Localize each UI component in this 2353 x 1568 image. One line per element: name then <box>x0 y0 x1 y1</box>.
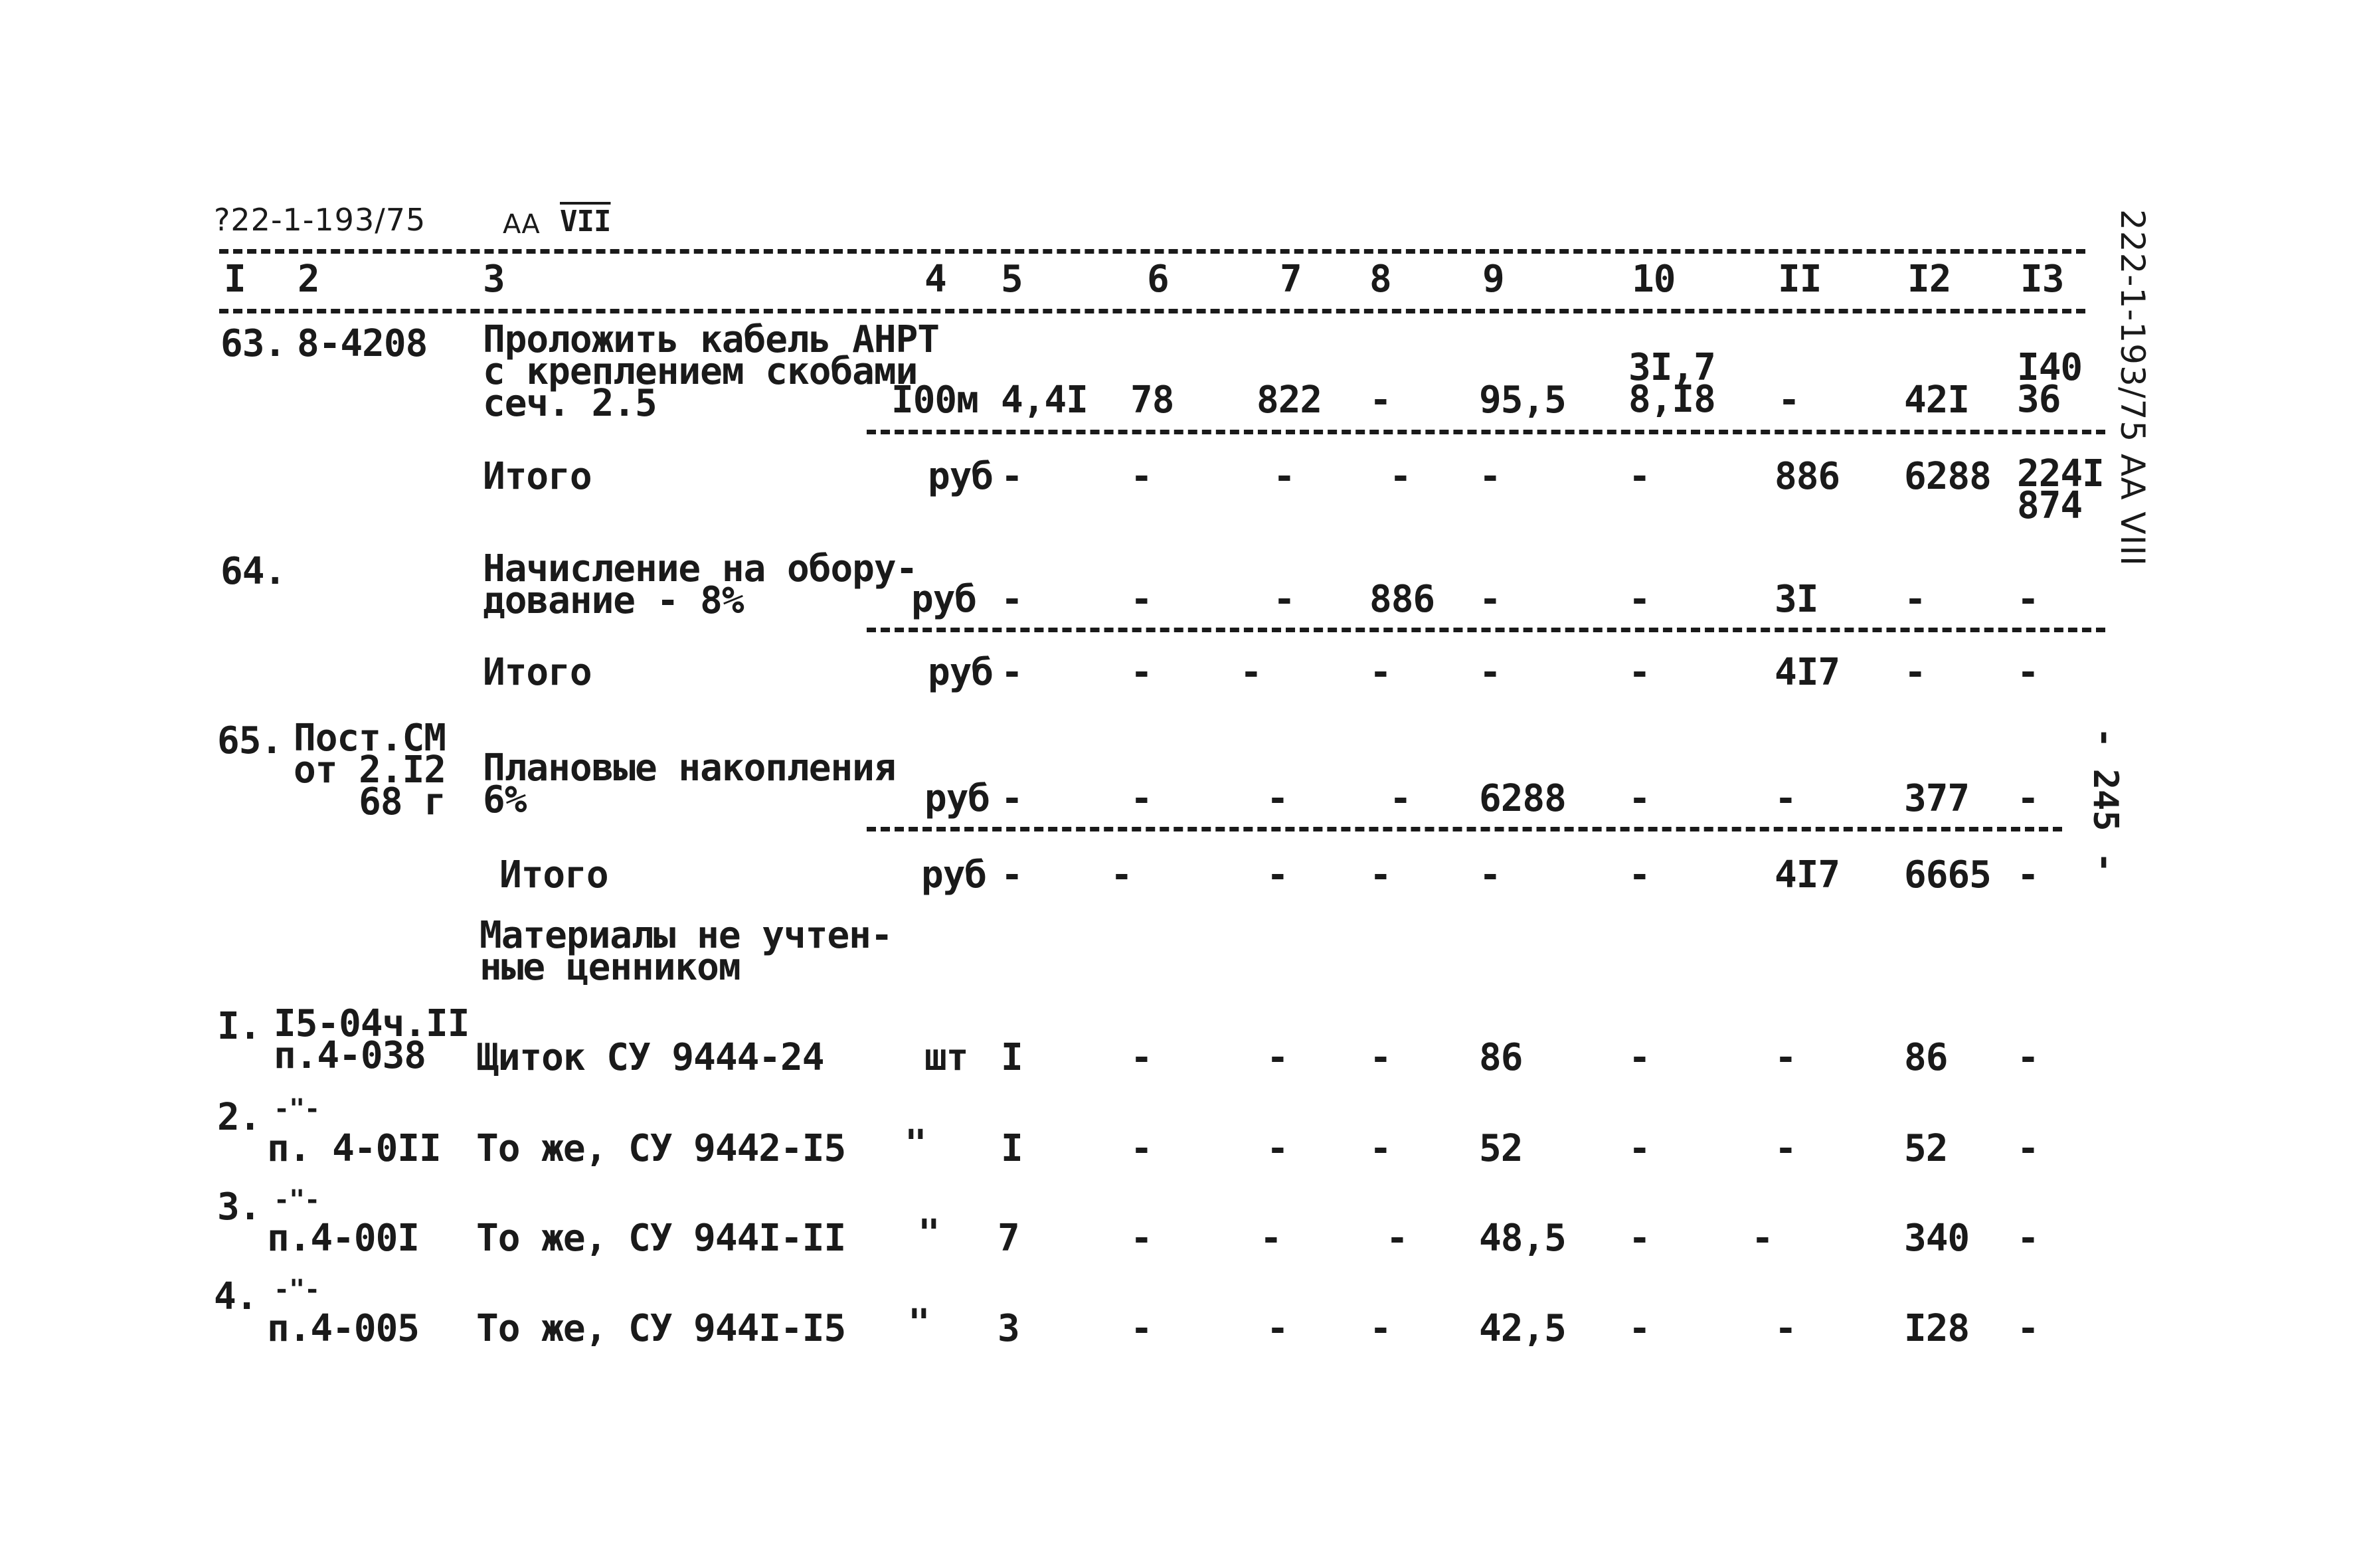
sheet-number: $\overline{VII}$ <box>560 205 611 238</box>
ditto-mark: -"- <box>274 1185 320 1215</box>
cell-5: - <box>1001 853 1023 897</box>
row-number: 65. <box>217 719 283 762</box>
header-rule-top <box>219 249 2085 254</box>
cell-13: - <box>2017 853 2039 897</box>
cell-7: - <box>1273 455 1295 498</box>
cell-6: 78 <box>1130 379 1174 422</box>
cell-12: - <box>1904 578 1926 621</box>
cell-10: - <box>1628 1036 1650 1079</box>
cell-13: - <box>2017 1307 2039 1350</box>
price-ref: I5-04ч.II п.4-038 <box>274 1002 470 1078</box>
unit: " <box>918 1212 940 1255</box>
ditto-mark: -"- <box>274 1094 320 1124</box>
cell-7: - <box>1240 651 1262 694</box>
row-number: 2. <box>217 1096 261 1139</box>
cell-7: - <box>1260 1217 1282 1260</box>
row-number: 63. <box>220 322 286 365</box>
cell-10: - <box>1628 1127 1650 1170</box>
col-1: I <box>224 258 246 301</box>
row-number: 4. <box>214 1275 258 1318</box>
cell-11: 3I <box>1775 578 1818 621</box>
cell-10: - <box>1628 853 1650 897</box>
row-number: 3. <box>217 1185 261 1229</box>
cell-13: I40 36 <box>2017 346 2083 422</box>
cell-9: 48,5 <box>1479 1217 1566 1260</box>
subtotal-rule <box>867 628 2105 632</box>
page-number: - 245 - <box>2085 727 2125 873</box>
unit: руб <box>911 578 977 621</box>
cell-12: 340 <box>1904 1217 1970 1260</box>
cell-13: - <box>2017 1127 2039 1170</box>
cell-8: - <box>1389 777 1411 820</box>
price-ref: п. 4-0II <box>267 1127 441 1170</box>
work-description: То же, СУ 944I-II <box>476 1217 846 1260</box>
cell-13: - <box>2017 1217 2039 1260</box>
cell-10: - <box>1628 455 1650 498</box>
cell-6: - <box>1130 777 1152 820</box>
cell-5: - <box>1001 777 1023 820</box>
row-number: I. <box>217 1005 261 1048</box>
cell-10: - <box>1628 578 1650 621</box>
col-10: 10 <box>1632 258 1676 301</box>
cell-5: - <box>1001 455 1023 498</box>
cell-11: - <box>1775 1127 1796 1170</box>
col-2: 2 <box>298 258 319 301</box>
unit: руб <box>921 853 987 897</box>
unit: руб <box>928 651 994 694</box>
cell-12: I28 <box>1904 1307 1970 1350</box>
work-description: Щиток СУ 9444-24 <box>476 1036 824 1079</box>
subtotal-rule <box>867 430 2105 434</box>
margin-doc-code: 222-1-193/75 АА VIII <box>2113 209 2152 566</box>
col-9: 9 <box>1482 258 1504 301</box>
total-label: Итого <box>483 651 592 694</box>
cell-6: - <box>1130 1127 1152 1170</box>
unit: " <box>905 1122 926 1166</box>
cell-7: - <box>1266 1127 1288 1170</box>
cell-5: 4,4I <box>1001 379 1088 422</box>
col-5: 5 <box>1001 258 1023 301</box>
cell-11: - <box>1775 777 1796 820</box>
cell-11: - <box>1775 1307 1796 1350</box>
cell-7: - <box>1266 1036 1288 1079</box>
col-3: 3 <box>483 258 505 301</box>
cell-10: - <box>1628 1307 1650 1350</box>
price-ref: 8-4208 <box>297 322 428 365</box>
row-number: 64. <box>220 550 286 593</box>
cell-8: - <box>1386 1217 1408 1260</box>
work-description: Плановые накопления 6% <box>483 746 896 822</box>
cell-10: - <box>1628 651 1650 694</box>
cell-12: 86 <box>1904 1036 1948 1079</box>
cell-10: - <box>1628 1217 1650 1260</box>
cell-10: - <box>1628 777 1650 820</box>
cell-9: 86 <box>1479 1036 1523 1079</box>
cell-5: I <box>1001 1127 1023 1170</box>
cell-6: - <box>1130 455 1152 498</box>
cell-11: 886 <box>1775 455 1840 498</box>
total-label: Итого <box>483 455 592 498</box>
cell-11: - <box>1775 1036 1796 1079</box>
cell-9: 42,5 <box>1479 1307 1566 1350</box>
total-label: Итого <box>499 853 608 897</box>
cell-12: - <box>1904 651 1926 694</box>
doc-code: ?22-1-193/75 <box>214 202 426 238</box>
cell-13: - <box>2017 651 2039 694</box>
sheet-abbr: АА <box>503 209 541 240</box>
header-rule-bottom <box>219 309 2085 313</box>
cell-6: - <box>1130 1036 1152 1079</box>
cell-13: - <box>2017 578 2039 621</box>
cell-8: - <box>1369 651 1391 694</box>
cell-9: - <box>1479 651 1501 694</box>
cell-6: - <box>1130 578 1152 621</box>
section-heading: Материалы не учтен- ные ценником <box>479 914 893 990</box>
ditto-mark: -"- <box>274 1274 320 1305</box>
cell-6: - <box>1110 853 1132 897</box>
cell-9: - <box>1479 578 1501 621</box>
price-ref: Пост.СМ от 2.I2 68 г <box>294 717 446 824</box>
unit: " <box>908 1302 930 1345</box>
col-8: 8 <box>1369 258 1391 301</box>
unit: шт <box>924 1036 968 1079</box>
cell-12: 52 <box>1904 1127 1948 1170</box>
col-7: 7 <box>1280 258 1302 301</box>
col-6: 6 <box>1147 258 1169 301</box>
cell-13: 224I 874 <box>2017 452 2104 528</box>
work-description: То же, СУ 944I-I5 <box>476 1307 846 1350</box>
cell-10: 3I,7 8,I8 <box>1628 346 1715 422</box>
cell-11: 4I7 <box>1775 651 1840 694</box>
cell-7: - <box>1266 777 1288 820</box>
cell-11: 4I7 <box>1775 853 1840 897</box>
cell-11: - <box>1778 379 1800 422</box>
cell-8: - <box>1389 455 1411 498</box>
cell-12: 6665 <box>1904 853 1991 897</box>
subtotal-rule <box>867 827 2062 831</box>
cell-12: 6288 <box>1904 455 1991 498</box>
cell-7: - <box>1273 578 1295 621</box>
cell-7: - <box>1266 853 1288 897</box>
cell-9: 52 <box>1479 1127 1523 1170</box>
cell-9: 95,5 <box>1479 379 1566 422</box>
cell-8: 886 <box>1369 578 1435 621</box>
cell-8: - <box>1369 853 1391 897</box>
cell-5: I <box>1001 1036 1023 1079</box>
cell-8: - <box>1369 379 1391 422</box>
cell-6: - <box>1130 651 1152 694</box>
cell-9: - <box>1479 853 1501 897</box>
cell-6: - <box>1130 1217 1152 1260</box>
cell-8: - <box>1369 1307 1391 1350</box>
col-11: II <box>1778 258 1822 301</box>
cell-7: 822 <box>1257 379 1322 422</box>
cell-8: - <box>1369 1036 1391 1079</box>
cell-13: - <box>2017 1036 2039 1079</box>
cell-5: - <box>1001 578 1023 621</box>
unit: руб <box>924 777 990 820</box>
col-4: 4 <box>924 258 946 301</box>
cell-5: 7 <box>998 1217 1019 1260</box>
cell-6: - <box>1130 1307 1152 1350</box>
cell-5: 3 <box>998 1307 1019 1350</box>
col-13: I3 <box>2020 258 2064 301</box>
cell-11: - <box>1751 1217 1773 1260</box>
cell-9: 6288 <box>1479 777 1566 820</box>
cell-5: - <box>1001 651 1023 694</box>
cell-12: 42I <box>1904 379 1970 422</box>
cell-13: - <box>2017 777 2039 820</box>
price-ref: п.4-005 <box>267 1307 420 1350</box>
cell-7: - <box>1266 1307 1288 1350</box>
cell-9: - <box>1479 455 1501 498</box>
work-description: То же, СУ 9442-I5 <box>476 1127 846 1170</box>
work-description: Проложить кабель АНРТ с креплением скобами сеч. 2.5 <box>483 318 940 426</box>
work-description: Начисление на обору- дование - 8% <box>483 547 918 623</box>
price-ref: п.4-00I <box>267 1217 420 1260</box>
unit: I00м <box>891 379 978 422</box>
cell-12: 377 <box>1904 777 1970 820</box>
unit: руб <box>928 455 994 498</box>
cell-8: - <box>1369 1127 1391 1170</box>
col-12: I2 <box>1907 258 1951 301</box>
